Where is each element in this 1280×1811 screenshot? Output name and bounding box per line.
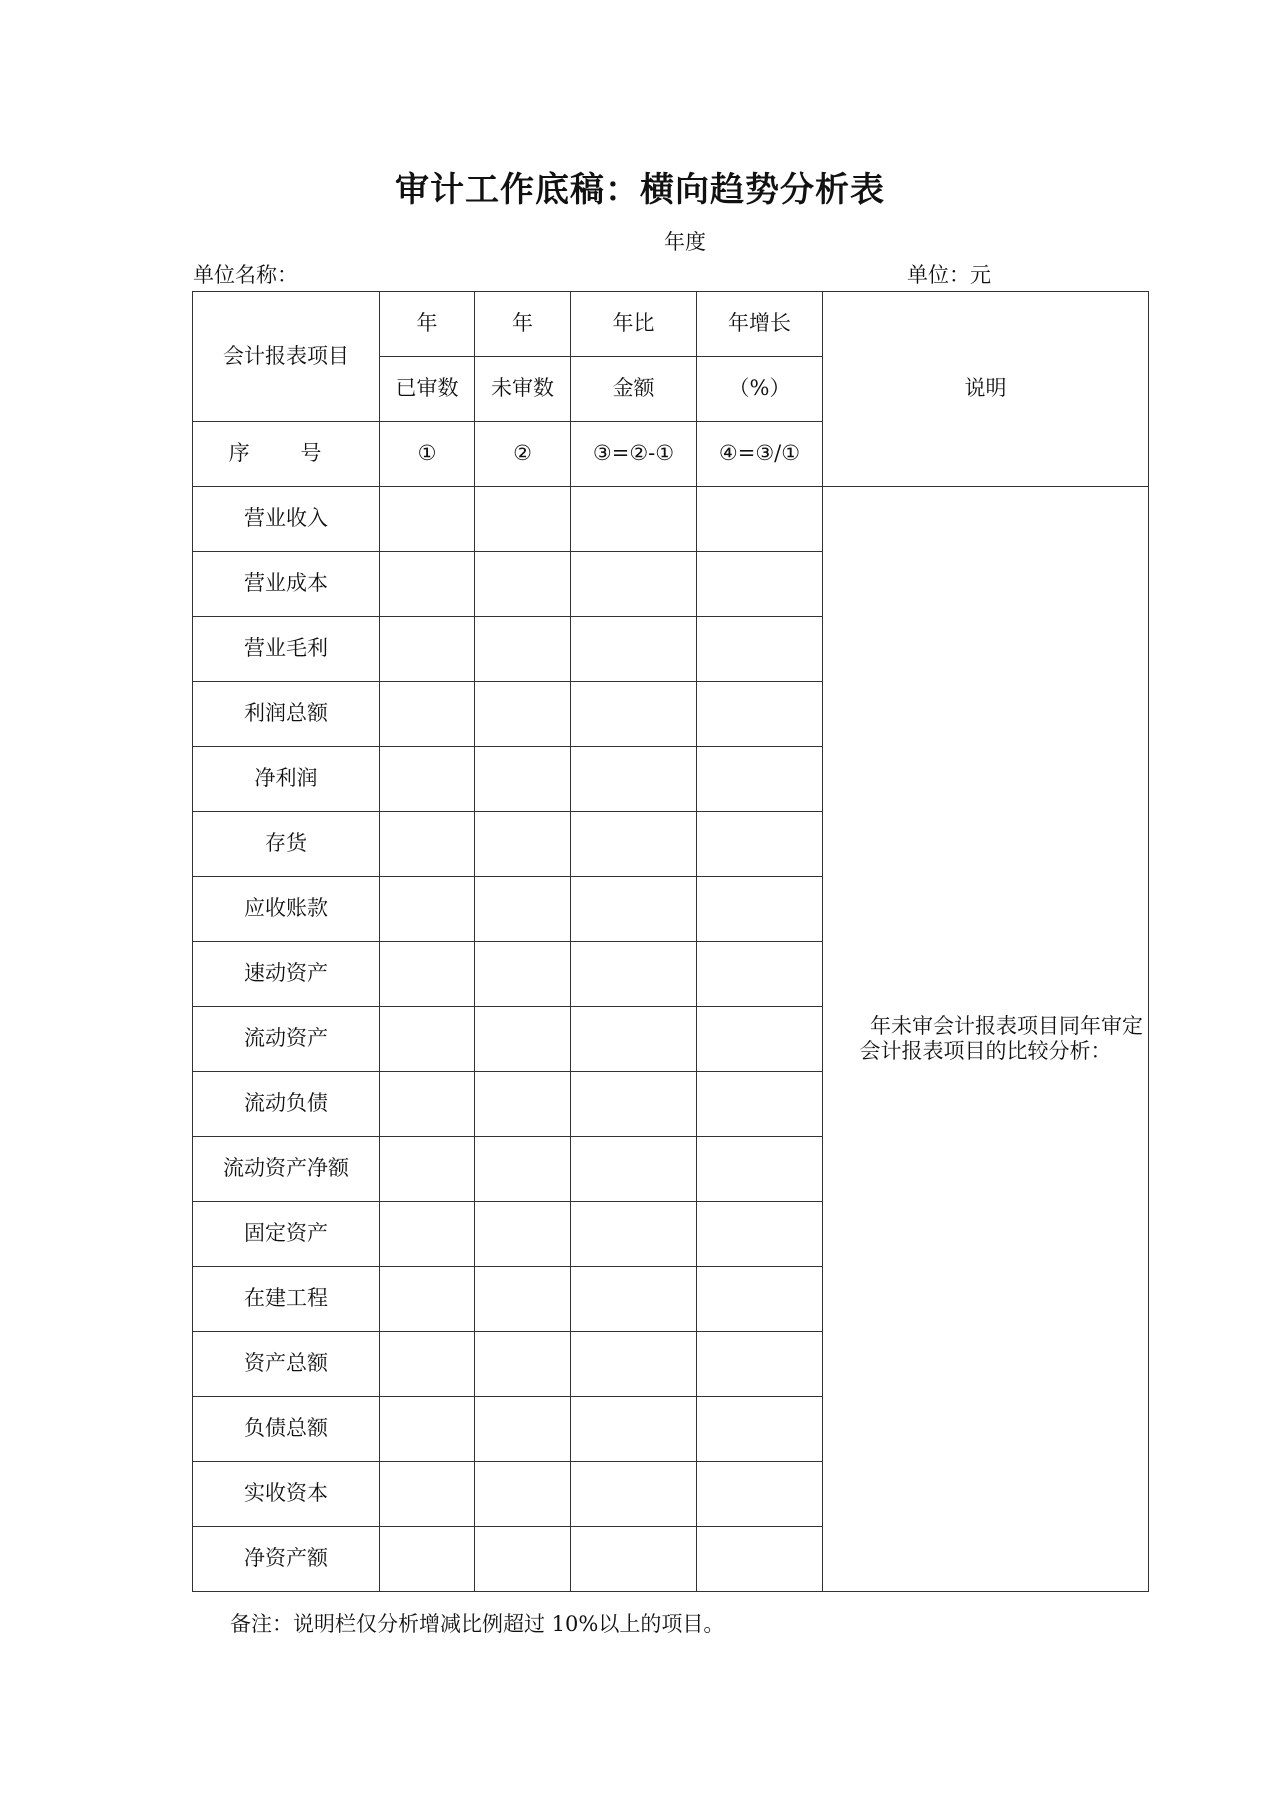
percent-cell[interactable] (697, 1397, 823, 1462)
audited-cell[interactable] (380, 1267, 475, 1332)
audited-cell[interactable] (380, 747, 475, 812)
audited-cell[interactable] (380, 1462, 475, 1527)
percent-cell[interactable] (697, 487, 823, 552)
audited-cell[interactable] (380, 617, 475, 682)
unit-name-label: 单位名称： (193, 263, 298, 287)
row-label: 实收资本 (193, 1462, 380, 1527)
audited-cell[interactable] (380, 942, 475, 1007)
audited-cell[interactable] (380, 682, 475, 747)
row-label: 负债总额 (193, 1397, 380, 1462)
unaudited-cell[interactable] (475, 942, 571, 1007)
explain-cell[interactable] (823, 487, 1149, 1592)
growth-header: 年增长 (697, 292, 823, 357)
percent-cell[interactable] (697, 1007, 823, 1072)
year1-header: 年 (380, 292, 475, 357)
unaudited-cell[interactable] (475, 1527, 571, 1592)
amount-cell[interactable] (571, 487, 697, 552)
audited-cell[interactable] (380, 877, 475, 942)
currency-unit-label: 单位：元 (907, 263, 991, 287)
percent-cell[interactable] (697, 682, 823, 747)
row-label: 速动资产 (193, 942, 380, 1007)
row-label: 资产总额 (193, 1332, 380, 1397)
unaudited-cell[interactable] (475, 1397, 571, 1462)
header-row-1 (193, 292, 1149, 357)
col2-formula: ② (475, 422, 571, 487)
amount-header: 金额 (571, 357, 697, 422)
unaudited-cell[interactable] (475, 1332, 571, 1397)
unaudited-cell[interactable] (475, 747, 571, 812)
percent-cell[interactable] (697, 1267, 823, 1332)
explain-text: 年未审会计报表项目同年审定会计报表项目的比较分析： (859, 1013, 1143, 1063)
amount-cell[interactable] (571, 1332, 697, 1397)
unaudited-cell[interactable] (475, 552, 571, 617)
col4-formula: ④=③/① (697, 422, 823, 487)
seq-header: 序 号 (193, 422, 380, 487)
amount-cell[interactable] (571, 1397, 697, 1462)
percent-cell[interactable] (697, 617, 823, 682)
amount-cell[interactable] (571, 942, 697, 1007)
amount-cell[interactable] (571, 617, 697, 682)
page-title: 审计工作底稿：横向趋势分析表 (395, 170, 885, 210)
percent-cell[interactable] (697, 1202, 823, 1267)
unaudited-cell[interactable] (475, 812, 571, 877)
audited-cell[interactable] (380, 1007, 475, 1072)
unaudited-cell[interactable] (475, 617, 571, 682)
audited-cell[interactable] (380, 1527, 475, 1592)
year-label: 年度 (664, 230, 706, 254)
unaudited-cell[interactable] (475, 682, 571, 747)
row-label: 净资产额 (193, 1527, 380, 1592)
amount-cell[interactable] (571, 877, 697, 942)
amount-cell[interactable] (571, 1137, 697, 1202)
unaudited-cell[interactable] (475, 1137, 571, 1202)
row-label: 流动负债 (193, 1072, 380, 1137)
percent-cell[interactable] (697, 552, 823, 617)
amount-cell[interactable] (571, 1202, 697, 1267)
footnote: 备注：说明栏仅分析增减比例超过 10%以上的项目。 (230, 1612, 725, 1636)
unaudited-cell[interactable] (475, 877, 571, 942)
audited-cell[interactable] (380, 487, 475, 552)
percent-cell[interactable] (697, 747, 823, 812)
percent-cell[interactable] (697, 1332, 823, 1397)
audited-cell[interactable] (380, 1137, 475, 1202)
amount-cell[interactable] (571, 1007, 697, 1072)
row-label: 流动资产 (193, 1007, 380, 1072)
amount-cell[interactable] (571, 1267, 697, 1332)
percent-cell[interactable] (697, 1072, 823, 1137)
percent-cell[interactable] (697, 1462, 823, 1527)
row-label: 营业毛利 (193, 617, 380, 682)
unaudited-cell[interactable] (475, 1462, 571, 1527)
amount-cell[interactable] (571, 682, 697, 747)
row-label: 在建工程 (193, 1267, 380, 1332)
year2-header: 年 (475, 292, 571, 357)
compare-header: 年比 (571, 292, 697, 357)
audited-header: 已审数 (380, 357, 475, 422)
item-header: 会计报表项目 (193, 292, 380, 422)
audited-cell[interactable] (380, 1397, 475, 1462)
percent-cell[interactable] (697, 1137, 823, 1202)
audited-cell[interactable] (380, 1202, 475, 1267)
audited-cell[interactable] (380, 1332, 475, 1397)
row-label: 流动资产净额 (193, 1137, 380, 1202)
unaudited-header: 未审数 (475, 357, 571, 422)
row-label: 营业收入 (193, 487, 380, 552)
row-label: 净利润 (193, 747, 380, 812)
percent-cell[interactable] (697, 942, 823, 1007)
percent-header: （%） (697, 357, 823, 422)
unaudited-cell[interactable] (475, 1072, 571, 1137)
table-row (193, 487, 1149, 552)
percent-cell[interactable] (697, 812, 823, 877)
row-label: 应收账款 (193, 877, 380, 942)
analysis-table (192, 291, 1149, 1592)
amount-cell[interactable] (571, 552, 697, 617)
amount-cell[interactable] (571, 812, 697, 877)
audited-cell[interactable] (380, 1072, 475, 1137)
row-label: 营业成本 (193, 552, 380, 617)
row-label: 利润总额 (193, 682, 380, 747)
amount-cell[interactable] (571, 1527, 697, 1592)
amount-cell[interactable] (571, 747, 697, 812)
explain-header: 说明 (823, 292, 1149, 487)
unaudited-cell[interactable] (475, 1267, 571, 1332)
audited-cell[interactable] (380, 812, 475, 877)
unaudited-cell[interactable] (475, 487, 571, 552)
amount-cell[interactable] (571, 1462, 697, 1527)
col3-formula: ③=②-① (571, 422, 697, 487)
amount-cell[interactable] (571, 1072, 697, 1137)
unaudited-cell[interactable] (475, 1202, 571, 1267)
row-label: 存货 (193, 812, 380, 877)
percent-cell[interactable] (697, 1527, 823, 1592)
col1-formula: ① (380, 422, 475, 487)
percent-cell[interactable] (697, 877, 823, 942)
unaudited-cell[interactable] (475, 1007, 571, 1072)
row-label: 固定资产 (193, 1202, 380, 1267)
audited-cell[interactable] (380, 552, 475, 617)
